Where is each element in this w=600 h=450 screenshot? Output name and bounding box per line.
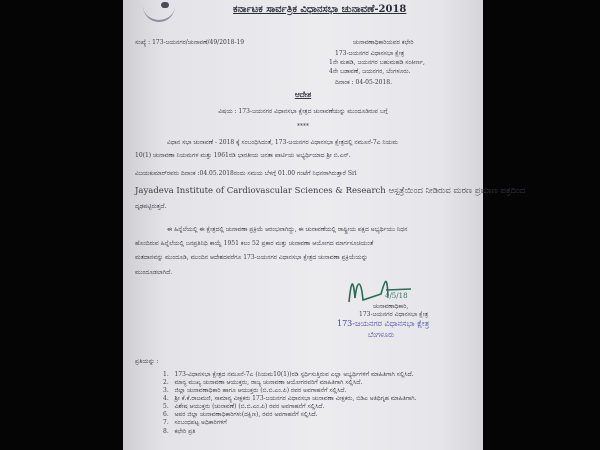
address-line: 1ನೇ ಮಹಡಿ, ಜಯನಗರ ಬಹುಮಹಡಿ ಸಂಕೀರ್ಣ, [329, 59, 425, 66]
copy-number: 5. [163, 403, 169, 410]
signature [341, 272, 421, 306]
reference-number: ಸಂಖ್ಯೆ : 173-ಜಯನಗರ/ಚುನಾವಣೆ/49/2018-19 [135, 39, 245, 46]
paragraph-line: ಈ ಹಿನ್ನೆಲೆಯಲ್ಲಿ ಈ ಕ್ಷೇತ್ರದಲ್ಲಿ ಚುನಾವಣಾ ಪ್ರಕ್ರಿಯೆ ಆರಂಭವಾಗಿದ್ದು, ಈ ಚುನಾವಣೆಯಲ್ಲಿ ರಾಷ್ಟ್ರೀಯ ಪಕ್ಷದ ಅಭ್ಯರ್ಥಿಯು ನಿಧನ [167, 226, 408, 233]
signature-date: 4/5/18 [385, 292, 408, 300]
address-line: 173-ಜಯನಗರ ವಿಧಾನಸಭಾ ಕ್ಷೇತ್ರ [335, 50, 405, 57]
stamp-line: ಬೆಂಗಳೂರು [368, 331, 395, 339]
document-date: ದಿನಾಂಕ : 04-05-2018. [335, 79, 393, 86]
copy-item [163, 419, 227, 427]
copy-text: ಜಿಲ್ಲಾ ಚುನಾವಣಾಧಿಕಾರಿ ಹಾಗೂ ಆಯುಕ್ತರು (ಬಿ.ಬಿ.ಎಂ.ಪಿ) ರವರ ಅವಗಾಹನೆಗೆ ಸಲ್ಲಿಸಿದೆ. [174, 387, 347, 394]
copy-item [163, 403, 324, 411]
election-logo-icon [143, 0, 175, 22]
copy-text: ಮಾನ್ಯ ಮುಖ್ಯ ಚುನಾವಣಾ ಆಯುಕ್ತರು, ರಾಜ್ಯ ಚುನಾವಣಾ ಆಯೋಗರವರಿಗೆ ಮಾಹಿತಿಗಾಗಿ ಸಲ್ಲಿಸಿದೆ. [174, 379, 363, 386]
copy-number: 4. [163, 395, 169, 402]
paragraph-line: Jayadeva Institute of Cardiovascular Sciences & Research ಆಸ್ಪತ್ರೆಯಿಂದ ನೀಡಿರುವ ಮರಣ ಪ್ರಮಾಣ ಪತ್ರದಿಂದ [135, 186, 526, 196]
copy-text: ಅಪರ ಜಿಲ್ಲಾ ಚುನಾವಣಾಧಿಕಾರಿಗಳು(ದಕ್ಷಿಣ), ರವರ ಅವಗಾಹನೆಗೆ ಸಲ್ಲಿಸಿದೆ. [174, 411, 318, 418]
copies-heading: ಪ್ರತಿಯನ್ನು : [135, 358, 159, 365]
document-page [123, 0, 526, 450]
copy-item [163, 428, 195, 436]
copy-item [163, 379, 362, 387]
paragraph-line: 10(1) ಚುನಾವಣಾ ನಿಯಮಗಳ ಮತ್ತು 1961ರಡಿ ಭಾರತೀಯ ಜನತಾ ಪಾರ್ಟಿಯ ಅಭ್ಯರ್ಥಿಯಾದ ಶ್ರೀ ಬಿ.ಎನ್. [135, 152, 351, 159]
copy-item [163, 411, 318, 419]
copy-number: 8. [163, 428, 169, 435]
paragraph-line: ದೃಢಪಟ್ಟಿರುತ್ತದೆ. [135, 203, 167, 210]
separator: **** [297, 123, 309, 130]
copy-number: 6. [163, 411, 169, 418]
copy-item [163, 395, 416, 403]
copy-item [163, 387, 346, 395]
order-heading: ಆದೇಶ [294, 90, 312, 99]
copy-number: 1. [163, 371, 169, 378]
copy-number: 3. [163, 387, 169, 394]
copy-text: ಕಛೇರಿ ಪ್ರತಿ [174, 428, 196, 435]
signatory-designation: ಚುನಾವಣಾಧಿಕಾರಿ, [373, 303, 409, 310]
document-title: ಕರ್ನಾಟಕ ಸಾರ್ವತ್ರಿಕ ವಿಧಾನಸಭಾ ಚುನಾವಣೆ-2018 [233, 4, 407, 15]
order-subject: ವಿಷಯ : 173-ಜಯನಗರ ವಿಧಾನಸಭಾ ಕ್ಷೇತ್ರದ ಚುನಾವಣೆಯನ್ನು ಮುಂದೂಡಿರುವ ಬಗ್ಗೆ [218, 108, 388, 115]
copy-text: 173-ವಿಧಾನಸಭಾ ಕ್ಷೇತ್ರದ ನಮೂನೆ-7ಎ (ನಿಯಮ10(1))ರಡಿ ಸ್ಪರ್ಧಿಸುತ್ತಿರುವ ಎಲ್ಲಾ ಅಭ್ಯರ್ಥಿಗಳಿಗೆ ಮಾಹಿತಿಗಾಗಿ ಸಲ್ಲಿಸಿದೆ. [174, 371, 414, 378]
paragraph-line: ಮತದಾನವನ್ನು ಮುಂದೂಡಿ, ಮುಂದಿನ ಆದೇಶದವರೆಗೂ 173-ಜಯನಗರ ವಿಧಾನಸಭಾ ಕ್ಷೇತ್ರದ ಚುನಾವಣಾ ಪ್ರಕ್ರಿಯೆಯನ್ನು [135, 254, 368, 261]
address-line: ಚುನಾವಣಾಧಿಕಾರಿಯವರ ಕಛೇರಿ [353, 39, 414, 46]
paragraph-line: ಹೊಂದಿರುವ ಹಿನ್ನೆಲೆಯಲ್ಲಿ ಜನಪ್ರತಿನಿಧಿ ಕಾಯ್ದೆ 1951 ಕಲಂ 52 ಪ್ರಕಾರ ಮತ್ತು ಚುನಾವಣಾ ಆಯೋಗದ ಮಾರ್ಗಸೂಚಿಯಂತೆ [135, 240, 374, 247]
copy-text: ಶ್ರೀ ಕೆ.ಕೆ.ರಾಜಮಣಿ, ಸಾಮಾನ್ಯ ವೀಕ್ಷಕರು 173-ಜಯನಗರ ವಿಧಾನಸಭಾ ಚುನಾವಣಾ ವೀಕ್ಷಕರು, ಬಿಡಿಎ ಅತಿಥಿಗೃಹ ಮಾಹಿತಿಗಾಗಿ. [174, 395, 417, 402]
address-line: 4ನೇ ಬಡಾವಣೆ, ಜಯನಗರ, ಬೆಂಗಳೂರು. [329, 68, 411, 75]
signatory-constituency: 173-ಜಯನಗರ ವಿಧಾನಸಭಾ ಕ್ಷೇತ್ರ [359, 311, 429, 318]
copy-number: 2. [163, 379, 169, 386]
paragraph-line: ವಿಧಾನ ಸಭಾ ಚುನಾವಣೆ - 2018 ಕ್ಕೆ ಸಂಬಂಧಿಸಿದಂತೆ, 173-ಜಯನಗರ ವಿಧಾನಸಭಾ ಕ್ಷೇತ್ರದಲ್ಲಿ ನಮೂನೆ-7ಎ ನಿಯಮ [167, 139, 398, 146]
copy-number: 7. [163, 419, 169, 426]
paragraph-line: ವಿಜಯಕುಮಾರ್‌ರವರು ದಿನಾಂಕ :04.05.2018ರಂದು ಸಮಯ ಬೆಳಗ್ಗೆ 01.00 ಗಂಟೆಗೆ ನಿಧನರಾಗಿರುತ್ತಾರೆ Sri [135, 170, 357, 177]
stamp-line: 173-ಜಯನಗರ ವಿಧಾನಸಭಾ ಕ್ಷೇತ್ರ [337, 319, 430, 328]
paragraph-line: ಮುಂದೂಡಲಾಗಿದೆ. [135, 269, 173, 276]
copy-text: ಸಂಬಂಧಪಟ್ಟ ಅಧಿಕಾರಿಗಳಿಗೆ [174, 419, 227, 426]
copy-text: ವಿಶೇಷ ಆಯುಕ್ತರು (ಚುನಾವಣೆ) (ಬಿ.ಬಿ.ಎಂ.ಪಿ) ರವರ ಅವಗಾಹನೆಗೆ ಸಲ್ಲಿಸಿದೆ. [174, 403, 325, 410]
copy-item [163, 371, 414, 379]
